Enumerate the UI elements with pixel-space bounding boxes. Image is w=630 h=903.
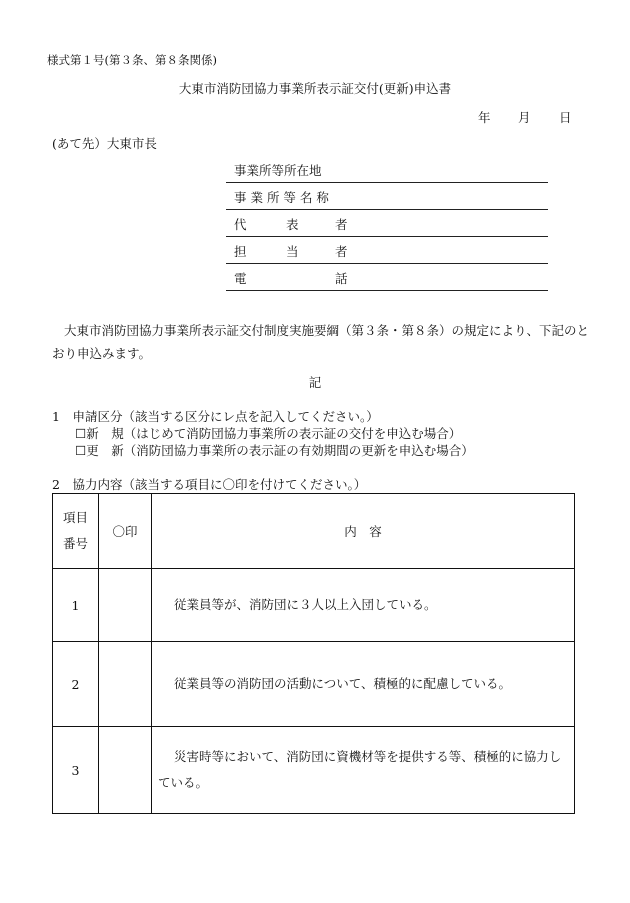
representative-field[interactable] xyxy=(226,209,548,237)
row-content: 災害時等において、消防団に資機材等を提供する等、積極的に協力している。 xyxy=(152,727,575,814)
representative-label-1: 代 xyxy=(234,217,247,232)
row-number: 1 xyxy=(53,569,99,642)
header-content: 内 容 xyxy=(152,494,575,569)
business-name-label: 事 業 所 等 名 称 xyxy=(234,190,329,205)
section1-heading: 1 申請区分（該当する区分にレ点を記入してください。） xyxy=(52,409,379,424)
row-number: 2 xyxy=(53,642,99,727)
table-row xyxy=(53,569,575,642)
option-renewal[interactable]: ☐更 新（消防団協力事業所の表示証の有効期間の更新を申込む場合） xyxy=(75,443,474,458)
body-text: 大東市消防団協力事業所表示証交付制度実施要綱（第３条・第８条）の規定により、下記のとおり申込みます。 xyxy=(52,323,590,361)
date-month-label: 月 xyxy=(518,110,531,125)
representative-label-3: 者 xyxy=(335,217,348,232)
table-header-row xyxy=(53,494,575,569)
row-number: 3 xyxy=(53,727,99,814)
contact-person-label-1: 担 xyxy=(234,244,247,259)
row-mark-cell[interactable] xyxy=(99,642,152,727)
header-item-number-line2: 番号 xyxy=(62,536,88,551)
section2-heading: 2 協力内容（該当する項目に〇印を付けてください。） xyxy=(52,477,367,492)
row-mark-cell[interactable] xyxy=(99,569,152,642)
address-field[interactable] xyxy=(226,155,548,183)
header-item-number xyxy=(53,494,99,569)
date-day-label: 日 xyxy=(559,110,572,125)
document-title: 大東市消防団協力事業所表示証交付(更新)申込書 xyxy=(178,81,452,96)
addressee: (あて先）大東市長 xyxy=(52,136,157,151)
business-name-field[interactable] xyxy=(226,182,548,210)
date-year-label: 年 xyxy=(478,110,491,125)
representative-label-2: 表 xyxy=(286,217,299,232)
row-content: 従業員等の消防団の活動について、積極的に配慮している。 xyxy=(152,642,575,727)
contact-person-label-3: 者 xyxy=(335,244,348,259)
address-label: 事業所等所在地 xyxy=(234,163,322,178)
option-new[interactable]: ☐新 規（はじめて消防団協力事業所の表示証の交付を申込む場合） xyxy=(75,426,462,441)
row-mark-cell[interactable] xyxy=(99,727,152,814)
phone-label-1: 電 xyxy=(234,271,247,286)
table-row xyxy=(53,727,575,814)
contact-person-label-2: 当 xyxy=(286,244,299,259)
header-item-number-line1: 項目 xyxy=(62,510,88,525)
cooperation-table xyxy=(52,493,575,814)
phone-label-2: 話 xyxy=(335,271,348,286)
contact-person-field[interactable] xyxy=(226,236,548,264)
row-content: 従業員等が、消防団に３人以上入団している。 xyxy=(152,569,575,642)
ki-heading: 記 xyxy=(308,375,322,390)
header-mark: 〇印 xyxy=(99,494,152,569)
phone-field[interactable] xyxy=(226,263,548,291)
form-number: 様式第１号(第３条、第８条関係) xyxy=(47,53,217,67)
table-row xyxy=(53,642,575,727)
